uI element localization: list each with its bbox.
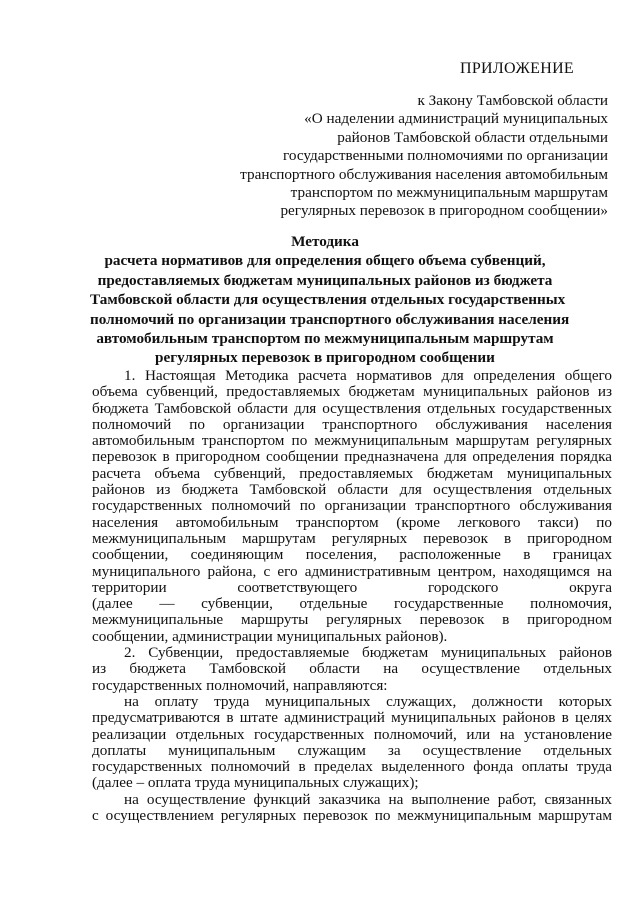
annex-reference bbox=[168, 92, 608, 221]
body-line: межмуниципальные маршруты регулярных перевозок в пригородном bbox=[92, 612, 612, 629]
body-line: сообщении, соединяющим поселения, расположенные в границах bbox=[92, 547, 612, 564]
body-line: 1. Настоящая Методика расчета нормативов для определения общего bbox=[124, 368, 612, 384]
methodology-title-line: регулярных перевозок в пригородном сообщении bbox=[155, 349, 495, 367]
methodology-title-line: предоставляемых бюджетам муниципальных районов из бюджета bbox=[97, 271, 553, 289]
body-line: перевозок в пригородном сообщении предназначена для определения порядка bbox=[92, 449, 612, 466]
body-line: расчета объема субвенций, предоставляемых бюджетам муниципальных bbox=[92, 465, 612, 482]
body-line: предусматриваются в штате администраций муниципальных районов в целях bbox=[92, 710, 612, 727]
body-line: районов из бюджета Тамбовской области для осуществления отдельных bbox=[92, 482, 612, 499]
annex-reference-line: транспортного обслуживания населения автомобильным bbox=[240, 165, 608, 183]
body-line: бюджета Тамбовской области для осуществления отдельных государственных bbox=[92, 400, 612, 417]
body-line: муниципального района, с его административным центром, находящимся на bbox=[92, 563, 612, 580]
methodology-title-line: расчета нормативов для определения общего объема субвенций, bbox=[104, 252, 546, 270]
annex-reference-line: «О наделении администраций муниципальных bbox=[304, 110, 608, 128]
methodology-title-line: Тамбовской области для осуществления отдельных государственных bbox=[90, 291, 566, 309]
annex-reference-line: к Закону Тамбовской области bbox=[417, 92, 608, 109]
body-text bbox=[92, 368, 612, 824]
methodology-title-line: автомобильным транспортом по межмуниципальным маршрутам bbox=[96, 330, 554, 348]
body-line: на оплату труда муниципальных служащих, должности которых bbox=[124, 693, 612, 710]
methodology-title-line: полномочий по организации транспортного обслуживания населения bbox=[90, 310, 570, 328]
body-line: доплаты муниципальным служащим за осуществление отдельных bbox=[92, 742, 612, 759]
body-line: (далее — субвенции, отдельные государственные полномочия, bbox=[92, 596, 612, 613]
body-line: на осуществление функций заказчика на выполнение работ, связанных bbox=[124, 791, 612, 808]
body-line: сообщении, администрации муниципальных районов). bbox=[92, 628, 448, 645]
annex-reference-line: государственными полномочиями по организации bbox=[283, 147, 608, 165]
body-line: населения автомобильным транспортом (кроме легкового такси) по bbox=[92, 514, 612, 531]
body-line: объема субвенций, предоставляемых бюджетам муниципальных районов из bbox=[92, 384, 612, 401]
body-line: 2. Субвенции, предоставляемые бюджетам муниципальных районов bbox=[124, 645, 612, 662]
annex-reference-line: транспортом по межмуниципальным маршрутам bbox=[290, 184, 608, 202]
body-line: межмуниципальным маршрутам регулярных перевозок в пригородном bbox=[92, 530, 612, 547]
annex-title: ПРИЛОЖЕНИЕ bbox=[459, 60, 574, 77]
body-line: государственных полномочий, направляются: bbox=[92, 677, 388, 694]
body-line: из бюджета Тамбовской области на осуществление отдельных bbox=[92, 661, 612, 678]
body-line: государственных полномочий в пределах выделенного фонда оплаты труда bbox=[92, 759, 612, 776]
annex-reference-line: регулярных перевозок в пригородном сообщении» bbox=[280, 202, 608, 220]
body-line: с осуществлением регулярных перевозок по межмуниципальным маршрутам bbox=[92, 808, 612, 825]
methodology-title bbox=[90, 232, 570, 368]
body-line: (далее – оплата труда муниципальных служащих); bbox=[92, 775, 419, 792]
body-line: автомобильным транспортом по межмуниципальным маршрутам регулярных bbox=[92, 433, 612, 450]
methodology-heading: Методика bbox=[291, 233, 359, 250]
body-line: государственных полномочий по организации транспортного обслуживания bbox=[92, 498, 612, 515]
body-line: полномочий по организации транспортного обслуживания населения bbox=[92, 416, 612, 433]
annex-reference-line: районов Тамбовской области отдельными bbox=[337, 128, 608, 146]
body-line: территории соответствующего городского округа bbox=[92, 579, 612, 596]
body-line: реализации отдельных государственных полномочий, или на установление bbox=[92, 726, 612, 743]
